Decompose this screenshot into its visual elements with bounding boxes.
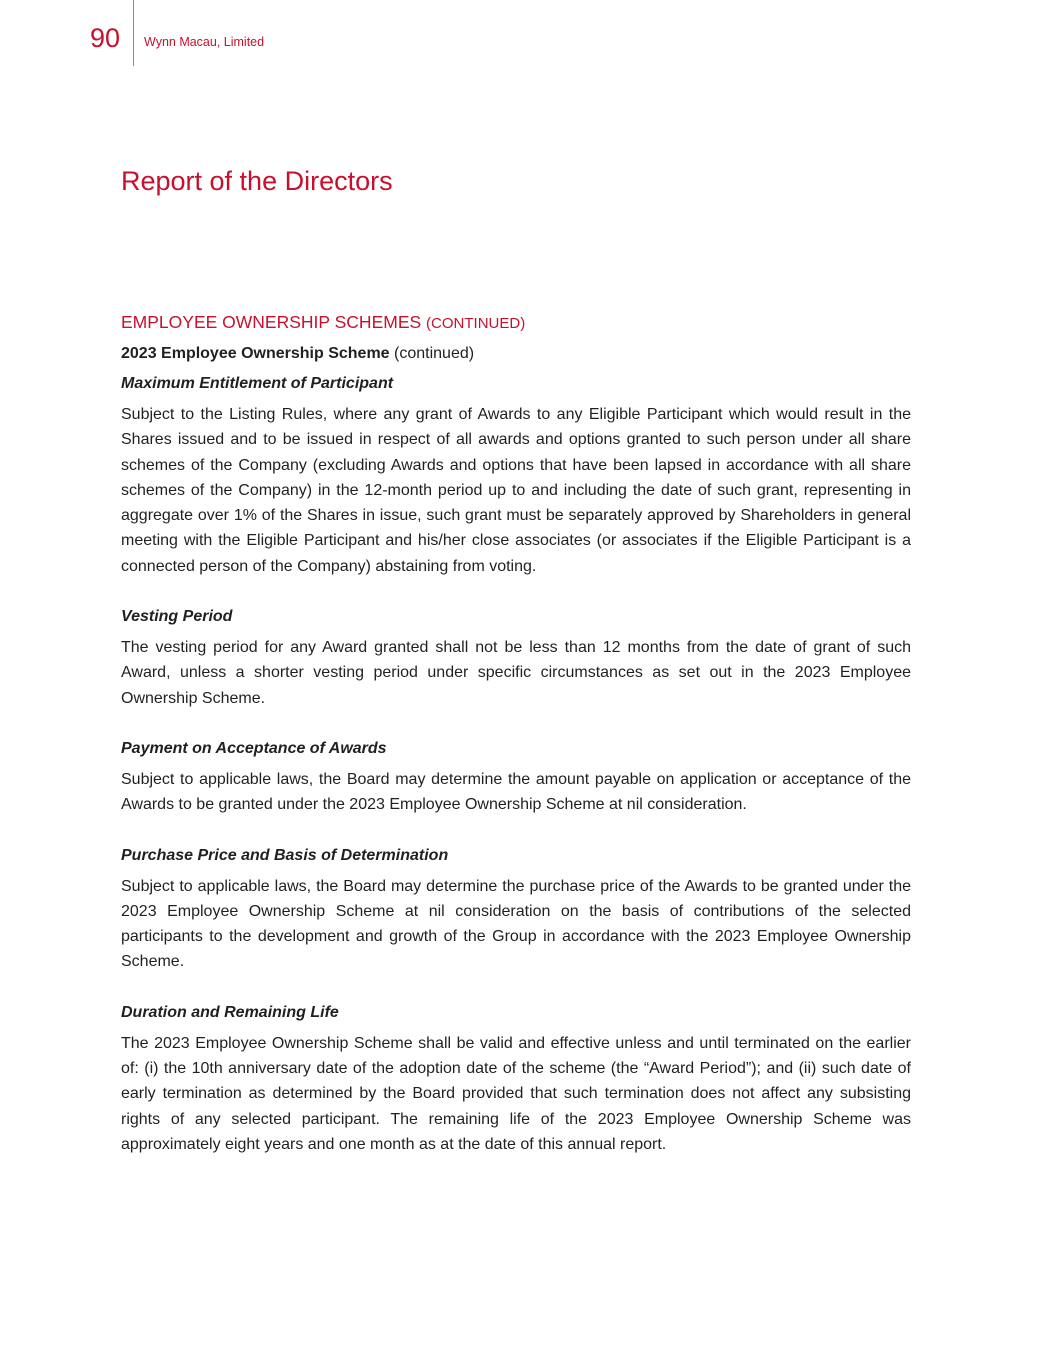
paragraph-maximum-entitlement: Subject to the Listing Rules, where any grant of Awards to any Eligible Participant which would result in the Shares issued and to be issued in respect of all awards and options granted to such person under all share schemes of the Company (excluding Awards and options that have been lapsed in accordance with all share schemes of the Company) in the 12-month period up to and including the date of such grant, representing in aggregate over 1% of the Shares in issue, such grant must be separately approved by Shareholders in general meeting with the Eligible Participant and his/her close associates (or associates if the Eligible Participant is a connected person of the Company) abstaining from voting. — [121, 406, 911, 575]
main-content — [121, 310, 911, 1157]
item-heading-purchase-price: Purchase Price and Basis of Determination — [121, 846, 449, 864]
report-title: Report of the Directors — [121, 166, 393, 196]
item-heading-vesting-period: Vesting Period — [121, 608, 233, 626]
scheme-subheading-suffix: (continued) — [394, 345, 475, 362]
header-divider — [133, 0, 134, 66]
page-number: 90 — [90, 23, 121, 53]
item-heading-payment-on-acceptance: Payment on Acceptance of Awards — [121, 739, 387, 757]
scheme-subheading-title: 2023 Employee Ownership Scheme — [121, 345, 390, 362]
company-name: Wynn Macau, Limited — [144, 35, 265, 49]
item-heading-maximum-entitlement: Maximum Entitlement of Participant — [121, 375, 394, 392]
paragraph-payment-on-acceptance: Subject to applicable laws, the Board may determine the amount payable on application or acceptance of the Awards to be granted under the 2023 Employee Ownership Scheme at nil consideration. — [121, 770, 911, 814]
scheme-subheading — [121, 342, 911, 366]
paragraph-purchase-price: Subject to applicable laws, the Board may determine the purchase price of the Awards to be granted under the 2023 Employee Ownership Scheme at nil consideration on the basis of contributions of the selected participants to the development and growth of the Group in accordance with the 2023 Employee Ownership Scheme. — [121, 877, 911, 971]
section-heading-suffix: (CONTINUED) — [426, 315, 526, 332]
section-heading — [121, 310, 911, 336]
section-heading-text: EMPLOYEE OWNERSHIP SCHEMES — [121, 312, 422, 332]
paragraph-duration: The 2023 Employee Ownership Scheme shall be valid and effective unless and until terminated on the earlier of: (i) the 10th anniversary date of the adoption date of the scheme (the “Award Period”); and (ii) such date of early termination as determined by the Board provided that such termination does not affect any subsisting rights of any selected participant. The remaining life of the 2023 Employee Ownership Scheme was approximately eight years and one month as at the date of this annual report. — [121, 1034, 911, 1153]
paragraph-vesting-period: The vesting period for any Award granted shall not be less than 12 months from the date of grant of such Award, unless a shorter vesting period under specific circumstances as set out in the 2023 Employee Ownership Scheme. — [121, 639, 911, 707]
item-heading-duration: Duration and Remaining Life — [121, 1003, 339, 1021]
